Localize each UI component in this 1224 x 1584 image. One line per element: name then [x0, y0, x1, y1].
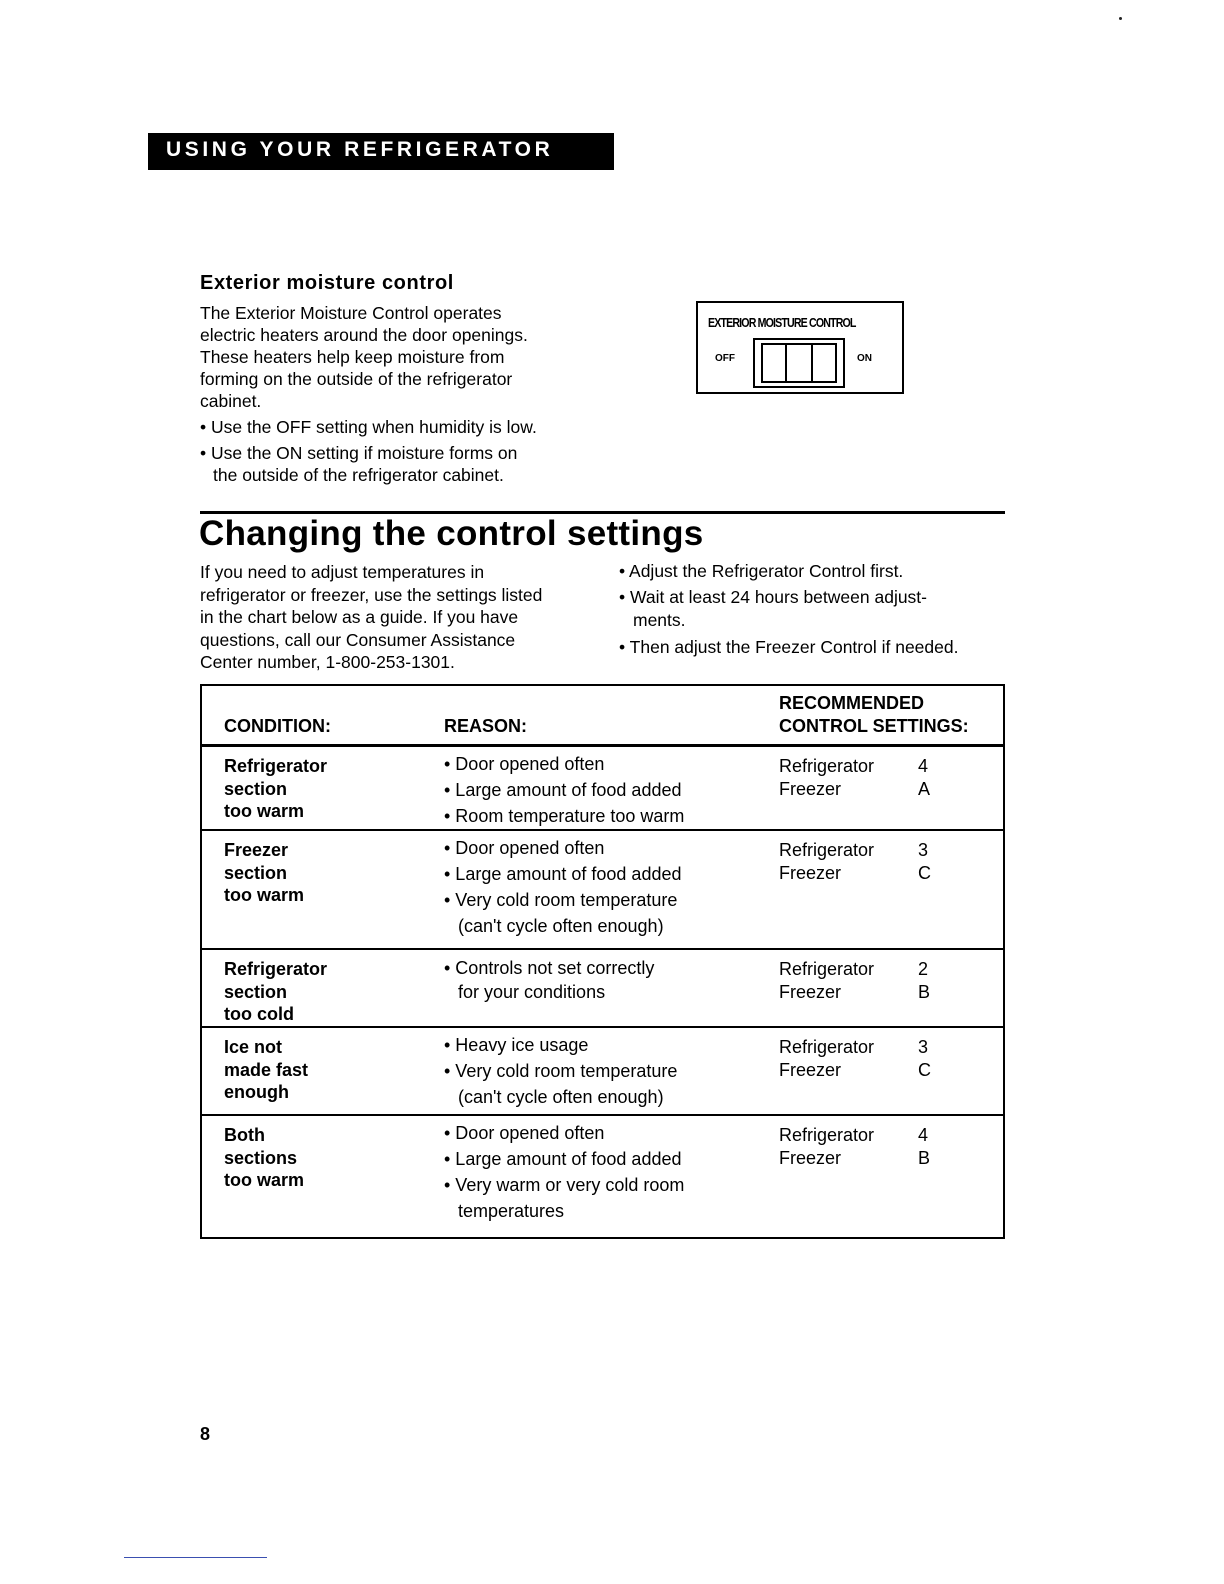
header-recommended: RECOMMENDED [779, 693, 925, 713]
paragraph-line: electric heaters around the door openings. [200, 325, 528, 345]
table-row [202, 1116, 1003, 1237]
table-row [202, 1028, 1003, 1116]
stray-mark [1119, 17, 1122, 20]
reason-line: • Large amount of food added [444, 864, 682, 884]
section-title: USING YOUR REFRIGERATOR [166, 138, 554, 161]
reason-line: • Very cold room temperature [444, 890, 678, 910]
reason-line: • Room temperature too warm [444, 806, 685, 826]
refrigerator-setting [779, 1124, 949, 1147]
reason-line: • Door opened often [444, 1123, 605, 1143]
setting-label: Refrigerator [779, 1125, 875, 1145]
setting-value: 4 [918, 756, 929, 776]
condition-line: sections [224, 1147, 298, 1168]
paragraph-line: forming on the outside of the refrigerator [200, 369, 513, 389]
switch-divider [785, 345, 787, 381]
table-row [202, 831, 1003, 950]
refrigerator-setting [779, 958, 949, 981]
header-reason: REASON: [444, 716, 528, 736]
header-control-settings: CONTROL SETTINGS: [779, 716, 969, 736]
exterior-moisture-title: Exterior moisture control [200, 272, 454, 294]
condition-cell [224, 1124, 304, 1192]
condition-line: Freezer [224, 840, 289, 860]
freezer-setting [779, 862, 949, 885]
exterior-moisture-bullets [200, 416, 620, 486]
exterior-moisture-paragraph [200, 302, 600, 412]
intro-line: in the chart below as a guide. If you have [200, 607, 519, 627]
reason-line: • Very cold room temperature [444, 1061, 678, 1081]
reason-line: • Controls not set correctly [444, 958, 655, 978]
freezer-setting [779, 1059, 949, 1082]
paragraph-line: cabinet. [200, 391, 262, 411]
settings-cell [779, 755, 949, 801]
table-header [202, 686, 1003, 747]
condition-line: Refrigerator [224, 959, 328, 979]
paragraph-line: These heaters help keep moisture from [200, 347, 505, 367]
setting-value: 2 [918, 959, 929, 979]
freezer-setting [779, 981, 949, 1004]
reason-line: • Door opened often [444, 754, 605, 774]
condition-line: too warm [224, 885, 305, 905]
step-item: • Adjust the Refrigerator Control first. [619, 561, 904, 581]
condition-line: section [224, 778, 288, 799]
condition-line: section [224, 862, 288, 883]
refrigerator-setting [779, 839, 949, 862]
setting-value: 3 [918, 840, 929, 860]
setting-label: Refrigerator [779, 959, 875, 979]
rocker-switch [753, 338, 845, 388]
reason-cell [444, 1120, 684, 1224]
paragraph-line: The Exterior Moisture Control operates [200, 303, 502, 323]
condition-line: Refrigerator [224, 756, 328, 776]
condition-cell [224, 839, 304, 907]
freezer-setting [779, 778, 949, 801]
intro-line: refrigerator or freezer, use the settings listed [200, 584, 543, 605]
setting-label: Freezer [779, 863, 842, 883]
diagram-off-label: OFF [715, 353, 735, 364]
intro-line: If you need to adjust temperatures in [200, 562, 485, 582]
diagram-label: EXTERIOR MOISTURE CONTROL [708, 316, 856, 330]
switch-divider [811, 345, 813, 381]
settings-table [200, 684, 1005, 1239]
step-item: • Wait at least 24 hours between adjust- [619, 587, 928, 607]
reason-line: • Large amount of food added [444, 780, 682, 800]
setting-value: C [918, 1060, 931, 1080]
reason-line: • Door opened often [444, 838, 605, 858]
setting-label: Freezer [779, 982, 842, 1002]
bullet-on-setting: • Use the ON setting if moisture forms on [200, 443, 518, 463]
setting-value: 4 [918, 1125, 929, 1145]
setting-value: A [918, 779, 931, 799]
reason-line: (can't cycle often enough) [458, 1087, 664, 1107]
intro-line: Center number, 1-800-253-1301. [200, 652, 455, 672]
setting-value: B [918, 1148, 931, 1168]
condition-line: enough [224, 1082, 289, 1102]
setting-value: 3 [918, 1037, 929, 1057]
condition-cell [224, 755, 327, 823]
reason-cell [444, 1032, 677, 1110]
reason-line: • Very warm or very cold room [444, 1175, 685, 1195]
reason-line: (can't cycle often enough) [458, 916, 664, 936]
reason-cell [444, 751, 684, 829]
condition-line: Ice not [224, 1037, 283, 1057]
settings-cell [779, 1036, 949, 1082]
step-item-cont: ments. [633, 610, 686, 630]
table-row [202, 950, 1003, 1028]
intro-line: questions, call our Consumer Assistance [200, 629, 516, 650]
reason-line: • Large amount of food added [444, 1149, 682, 1169]
condition-line: too cold [224, 1004, 294, 1024]
refrigerator-setting [779, 755, 949, 778]
settings-cell [779, 839, 949, 885]
setting-label: Freezer [779, 1148, 842, 1168]
bullet-off-setting: • Use the OFF setting when humidity is low. [200, 417, 537, 437]
rocker-switch-face [761, 343, 837, 383]
intro-paragraph [200, 561, 542, 674]
setting-value: B [918, 982, 931, 1002]
section-banner [148, 133, 614, 170]
setting-value: C [918, 863, 931, 883]
setting-label: Freezer [779, 779, 842, 799]
table-row [202, 747, 1003, 831]
condition-line: too warm [224, 801, 305, 821]
step-item: • Then adjust the Freezer Control if needed. [619, 637, 959, 657]
settings-cell [779, 958, 949, 1004]
settings-cell [779, 1124, 949, 1170]
page-number: 8 [200, 1424, 211, 1444]
condition-line: too warm [224, 1170, 305, 1190]
reason-line: for your conditions [458, 982, 606, 1002]
condition-cell [224, 958, 327, 1026]
reason-line: • Heavy ice usage [444, 1035, 589, 1055]
setting-label: Refrigerator [779, 756, 875, 776]
setting-label: Refrigerator [779, 840, 875, 860]
condition-cell [224, 1036, 308, 1104]
condition-line: made fast [224, 1059, 309, 1080]
reason-cell [444, 835, 681, 939]
refrigerator-setting [779, 1036, 949, 1059]
header-condition: CONDITION: [224, 716, 331, 736]
moisture-control-diagram [696, 301, 904, 394]
condition-line: section [224, 981, 288, 1002]
footer-divider [124, 1557, 267, 1558]
reason-line: temperatures [458, 1201, 565, 1221]
setting-label: Refrigerator [779, 1037, 875, 1057]
diagram-on-label: ON [857, 353, 872, 364]
setting-label: Freezer [779, 1060, 842, 1080]
page-title: Changing the control settings [199, 514, 704, 553]
reason-cell [444, 956, 654, 1004]
freezer-setting [779, 1147, 949, 1170]
bullet-on-setting-cont: the outside of the refrigerator cabinet. [213, 465, 504, 485]
condition-line: Both [224, 1125, 265, 1145]
adjust-steps [619, 559, 958, 659]
